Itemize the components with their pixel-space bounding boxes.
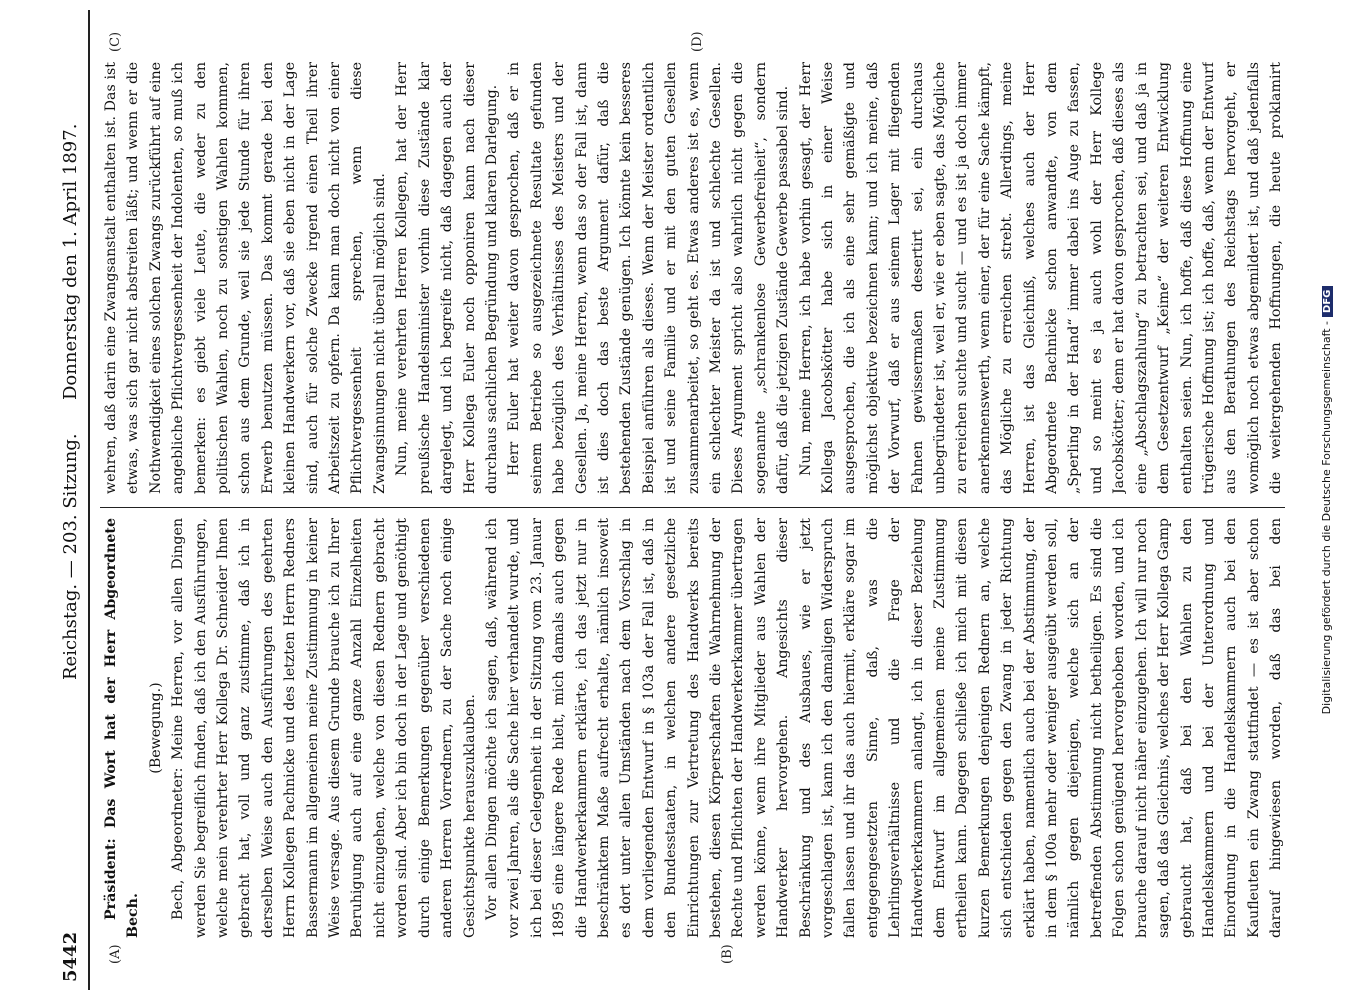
margin-mark-a: (A): [108, 944, 123, 964]
running-head-right: Donnerstag den 1. April 1897.: [60, 123, 81, 400]
right-column: [100, 62, 1290, 494]
column-rule: [100, 507, 1285, 508]
speaker-intro: Präsident: Das Wort hat der Herr Abgeordnete Bech.: [103, 518, 142, 938]
running-head-left: Reichstag. — 203. Sitzung.: [60, 433, 81, 680]
paragraph: Herr Euler hat weiter davon gesprochen, daß er in seinem Betriebe so ausgezeichnete Resultate gefunden habe bezüglich des Verhältnisses des Meisters und der Gesellen. Ja, meine Herren, wenn das so der Fall ist, dann ist dies doch das beste Argument dafür, daß die bestehenden Zustände genügen. Ich könnte kein besseres Beispiel anführen als dieses. Wenn der Meister ordentlich ist und seine Familie und er mit den guten Gesellen zusammenarbeitet, so geht es. Etwas anderes ist es, wenn ein schlechter Meister da ist und schlechte Gesellen. Dieses Argument spricht also wahrlich nicht gegen die sogenannte „schrankenlose Gewerbefreiheit“, sondern dafür, daß die jetzigen Zustände Gewerbe passabel sind.: [506, 62, 792, 494]
digitization-credit: [1320, 0, 1333, 1000]
paragraph: Nun, meine Herren, ich habe vorhin gesagt, der Herr Kollega Jacobskötter habe sich in einer Weise ausgesprochen, die ich als eine sehr gemäßigte und möglichst objektive bezeichnen kann; und ich meine, daß der Vorwurf, daß er aus seinem Lager mit fliegenden Fahnen gewissermaßen desertirt sei, ein durchaus unbegründeter ist, weil er, wie er eben sagte, das Mögliche zu erreichen suchte und sucht — und es ist ja doch immer anerkennenswerth, wenn einer, der für eine Sache kämpft, das Mögliche zu erreichen strebt. Allerdings, meine Herren, ist das Gleichniß, welches auch der Herr Abgeordnete Bachnicke schon anwandte, von dem „Sperling in der Hand“ immer dabei ins Auge zu fassen, und so meint es ja auch wohl der Herr Kollege Jacobskötter; denn er hat davon gesprochen, daß dieses als eine „Abschlagszahlung“ zu betrachten sei, und daß ja in dem Gesetzentwurf „Keime“ der weiteren Entwicklung enthalten seien. Nun, ich hoffe, daß diese Hoffnung eine trügerische Hoffnung ist; ich hoffe, daß, wenn der Entwurf aus den Berathungen des Reichstags hervorgeht, er womöglich noch etwas abgemildert ist, und daß jedenfalls die weitergehenden Hoffnungen, die heute proklamirt: [797, 62, 1285, 494]
stage-direction: (Bewegung.): [147, 682, 164, 774]
dfg-logo: DFG: [1322, 286, 1333, 317]
left-column: [100, 518, 1290, 938]
paragraph: wehren, daß darin eine Zwangsanstalt enthalten ist. Das ist etwas, was sich gar nicht abstreiten läßt; und wenn er die Nothwendigkeit eines solchen Zwangs zurückführt auf eine angebliche Pflichtvergessenheit der Indolenten, so muß ich bemerken: es giebt viele Leute, die weder zu den politischen Wahlen, noch zu sonstigen Wahlen kommen, schon aus dem Grunde, weil sie jede Stunde für ihren Erwerb benutzen müssen. Das kommt gerade bei den kleinen Handwerkern vor, daß sie eben nicht in der Lage sind, auch für solche Zwecke irgend einen Theil ihrer Arbeitszeit zu opfern. Da kann man doch nicht von einer Pflichtvergessenheit sprechen, wenn diese Zwangsinnungen nicht überall möglich sind.: [103, 62, 388, 494]
paragraph: Bech, Abgeordneter: Meine Herren, vor allen Dingen werden Sie begreiflich finden, daß ich den Ausführungen, welche mein verehrter Herr Kollega Dr. Schneider Ihnen gebracht hat, voll und ganz zustimme, daß ich in derselben Weise auch den Ausführungen des geehrten Herrn Kollegen Pachnicke und des letzten Herrn Redners Bassermann im allgemeinen meine Zustimmung in keiner Weise versage. Aus diesem Grunde brauche ich zu Ihrer Beruhigung auch auf eine ganze Anzahl Einzelheiten nicht einzugehen, welche von diesen Rednern gebracht worden sind. Aber ich bin doch in der Lage und genöthigt durch einige Bemerkungen gegenüber verschiedenen anderen Herren Vorrednern, zu der Sache noch einige Gesichtspunkte herauszuklauben.: [170, 518, 478, 938]
margin-mark-d: (D): [690, 31, 705, 52]
margin-mark-c: (C): [108, 31, 123, 52]
credit-text: Digitalisierung gefördert durch die Deutsche Forschungsgemeinschaft -: [1320, 320, 1333, 715]
margin-mark-b: (B): [720, 944, 735, 964]
page-number: 5442: [60, 931, 81, 982]
header-rule: [88, 10, 90, 990]
paragraph: Nun, meine verehrten Herren Kollegen, hat der Herr preußische Handelsminister vorhin diese Zustände klar dargelegt, und ich begreife nicht, daß dagegen auch der Herr Kollega Euler noch opponiren kann nach dieser durchaus sachlichen Begründung und klaren Darlegung.: [394, 62, 500, 494]
paragraph: Vor allen Dingen möchte ich sagen, daß, während ich vor zwei Jahren, als die Sache hier verhandelt wurde, und ich bei dieser Gelegenheit in der Sitzung vom 23. Januar 1895 eine längere Rede hielt, mich damals auch gegen die Handwerkerkammern erklärte, ich das jetzt nur in beschränktem Maße aufrecht erhalte, nämlich insoweit es dort unter allen Umständen nach dem Vorschlag in dem vorliegenden Entwurf in § 103a der Fall ist, daß in den Bundesstaaten, in welchen andere gesetzliche Einrichtungen zur Vertretung des Handwerks bereits bestehen, diesen Körperschaften die Wahrnehmung der Rechte und Pflichten der Handwerkerkammer übertragen werden könne, wenn ihre Mitglieder aus Wahlen der Handwerker hervorgehen. Angesichts dieser Beschränkung und des Ausbaues, wie er jetzt vorgeschlagen ist, kann ich den damaligen Widerspruch fallen lassen und ihr das auch hiermit, erkläre sogar im entgegengesetzten Sinne, daß, was die Lehrlingsverhältnisse und die Frage der Handwerkerkammern anlangt, ich in dieser Beziehung dem Entwurf im allgemeinen meine Zustimmung ertheilen kann. Dagegen schließe ich mich mit diesen kurzen Bemerkungen denjenigen Rednern an, welche sich entschieden gegen den Zwang in jeder Richtung erklärt haben, namentlich auch bei der Abstimmung, der in dem § 100a mehr oder weniger ausgeübt werden soll, nämlich gegen diejenigen, welche sich an der betreffenden Abstimmung nicht betheiligen. Es sind die Folgen schon genügend hervorgehoben worden, und ich brauche darauf nicht näher einzugehen. Ich will nur noch sagen, daß das Gleichnis, welches der Herr Kollega Gamp gebraucht hat, daß bei den Wahlen zu den Handelskammern und bei der Unterordnung und Einordnung in die Handelskammern auch bei den Kaufleuten ein Zwang stattfindet — es ist aber schon darauf hingewiesen worden, daß das bei den: [483, 518, 1285, 938]
